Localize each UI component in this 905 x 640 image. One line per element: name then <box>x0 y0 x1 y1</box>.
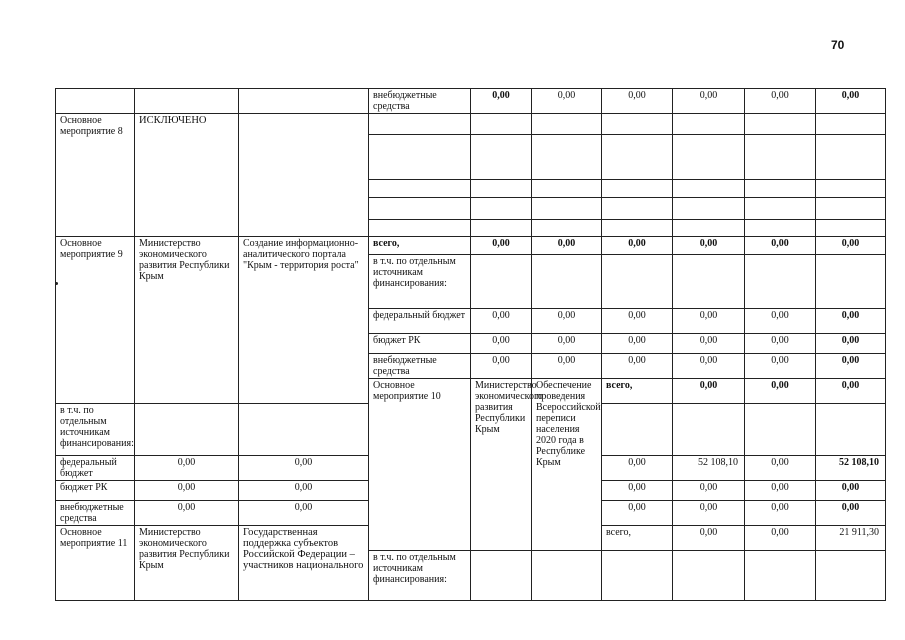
source-label: внебюджетные средства <box>369 89 471 114</box>
source-label: в т.ч. по отдельным источникам финансирования: <box>369 255 471 309</box>
source-label: федеральный бюджет <box>369 309 471 334</box>
source-label: бюджет РК <box>369 334 471 354</box>
measure-10-name: Основное мероприятие 10 <box>369 379 471 551</box>
source-label: бюджет РК <box>56 481 135 501</box>
source-label: внебюджетные средства <box>369 354 471 379</box>
measure-10-executor: Министерство экономического развития Республики Крым <box>471 379 532 551</box>
source-label: в т.ч. по отдельным источникам финансирования: <box>369 551 471 601</box>
source-label: всего, <box>369 237 471 255</box>
budget-table: внебюджетные средства 0,00 0,00 0,00 0,00 0,00 0,00 Основное мероприятие 8 ИСКЛЮЧЕНО Основное мероприятие 9 Министерство экономического развития Республики Крым Создание информационно-аналитического портала "Крым - территория роста" всего, 0,00 0,00 0,00 0,00 0,00 0,00 в т.ч. по отдельным источникам финансирования: федеральный бюджет 0,00 0,00 0,00 0,00 0,00 0,00 бюджет РК 0,00 0,00 0,00 0,00 0,00 0,00 внебюджетные средства 0,00 0,00 0,00 0,00 0,00 0,00 Основное мероприятие 10 Министерство экономического развития Республики Крым Обеспечение проведения Всероссийской переписи населения 2020 года в Республике Крым всего, 0,00 0,00 0,00 в т.ч. по отдельным источникам финансирования: федеральный бюджет 0,00 0,00 0,00 52 108,10 0,00 52 108,10 бюджет РК 0,00 0,00 0,00 0,00 0,00 0,00 внебюджетные средства 0,00 0,00 0,00 0,00 0,00 0,00 Основное мероприятие 11 Министерство экономического развития Республики Крым Государственная поддержка субъектов Российской Федерации – участников национального всего, 0,00 0,00 21 911,30 в т.ч. по отдельным источникам финансирования: <box>55 88 886 601</box>
source-label: всего, <box>602 379 673 404</box>
value-cell: 0,00 <box>745 89 816 114</box>
measure-9-executor: Министерство экономического развития Республики Крым <box>135 237 239 404</box>
source-label: всего, <box>602 526 673 551</box>
table-row: Основное мероприятие 10 Министерство экономического развития Республики Крым Обеспечение проведения Всероссийской переписи населения 2020 года в Республике Крым всего, 0,00 0,00 0,00 <box>56 379 886 404</box>
table-row: Основное мероприятие 9 Министерство экономического развития Республики Крым Создание информационно-аналитического портала "Крым - территория роста" всего, 0,00 0,00 0,00 0,00 0,00 0,00 <box>56 237 886 255</box>
table-row <box>56 89 886 114</box>
measure-9-name: Основное мероприятие 9 <box>56 237 135 404</box>
measure-11-executor: Министерство экономического развития Республики Крым <box>135 526 239 601</box>
value-cell: 0,00 <box>602 89 673 114</box>
source-label: в т.ч. по отдельным источникам финансирования: <box>56 404 135 456</box>
value-cell: 0,00 <box>471 89 532 114</box>
measure-10-description: Обеспечение проведения Всероссийской переписи населения 2020 года в Республике Крым <box>532 379 602 551</box>
value-cell: 0,00 <box>673 89 745 114</box>
table-row: Основное мероприятие 11 Министерство экономического развития Республики Крым Государственная поддержка субъектов Российской Федерации – участников национального всего, 0,00 0,00 21 911,30 <box>56 526 886 551</box>
measure-11-name: Основное мероприятие 11 <box>56 526 135 601</box>
measure-11-description: Государственная поддержка субъектов Российской Федерации – участников национального <box>239 526 369 601</box>
measure-8-name: Основное мероприятие 8 <box>56 114 135 237</box>
page-number: 70 <box>831 38 845 52</box>
source-label: внебюджетные средства <box>56 501 135 526</box>
table-row <box>56 114 886 135</box>
value-cell: 0,00 <box>532 89 602 114</box>
measure-9-description: Создание информационно-аналитического портала "Крым - территория роста" <box>239 237 369 404</box>
measure-8-excluded: ИСКЛЮЧЕНО <box>135 114 239 237</box>
source-label: федеральный бюджет <box>56 456 135 481</box>
value-cell: 0,00 <box>816 89 886 114</box>
